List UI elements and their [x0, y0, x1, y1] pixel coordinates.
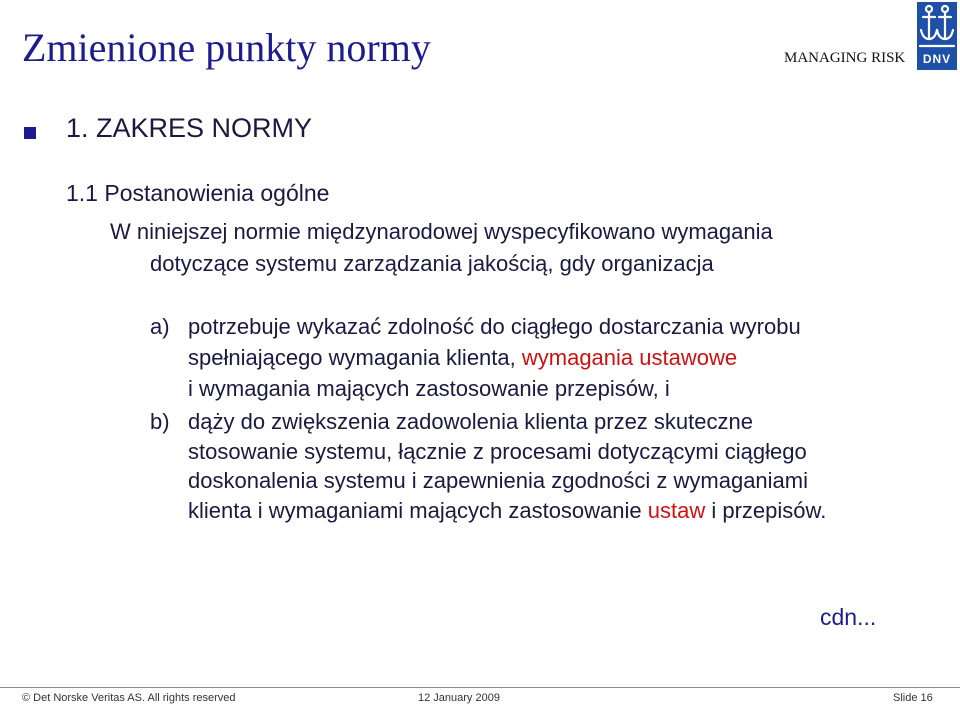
item-a-line-2-text: spełniającego wymagania klienta,	[188, 345, 522, 370]
slide-title: Zmienione punkty normy	[22, 25, 431, 70]
intro-line-2: dotyczące systemu zarządzania jakością, gdy organizacja	[150, 251, 714, 276]
brand-tagline: MANAGING RISK	[784, 50, 906, 66]
item-b-highlight: ustaw	[647, 498, 706, 523]
item-b-line-4-start: klienta i wymaganiami mających zastosowanie	[188, 498, 648, 523]
item-a-line-1: potrzebuje wykazać zdolność do ciągłego dostarczania wyrobu	[188, 314, 801, 339]
subsection-heading: 1.1 Postanowienia ogólne	[66, 180, 330, 206]
item-a-line-3: i wymagania mających zastosowanie przepisów, i	[188, 376, 670, 401]
item-a-highlight: wymagania ustawowe	[521, 345, 738, 370]
dnv-logo	[917, 2, 957, 70]
item-b-line-1: dąży do zwiększenia zadowolenia klienta przez skuteczne	[188, 409, 753, 434]
bullet-square-icon	[24, 127, 36, 139]
footer-slide-number: Slide 16	[893, 692, 933, 704]
footer-date: 12 January 2009	[418, 692, 500, 704]
intro-line-1: W niniejszej normie międzynarodowej wyspecyfikowano wymagania	[110, 219, 773, 244]
item-b-line-4	[188, 498, 826, 524]
item-a-line-2	[188, 345, 737, 371]
footer-divider	[0, 687, 960, 688]
section-heading: 1. ZAKRES NORMY	[66, 113, 313, 143]
item-b-line-2: stosowanie systemu, łącznie z procesami dotyczącymi ciągłego	[188, 439, 807, 464]
footer-copyright: © Det Norske Veritas AS. All rights reserved	[22, 692, 236, 704]
logo-text: DNV	[922, 52, 952, 66]
item-b-line-4-end: i przepisów.	[705, 498, 827, 523]
item-b-marker: b)	[150, 409, 170, 434]
anchor-icon	[917, 2, 957, 52]
continuation-note: cdn...	[820, 604, 877, 630]
item-a-marker: a)	[150, 314, 170, 339]
item-b-line-3: doskonalenia systemu i zapewnienia zgodności z wymaganiami	[188, 468, 808, 493]
